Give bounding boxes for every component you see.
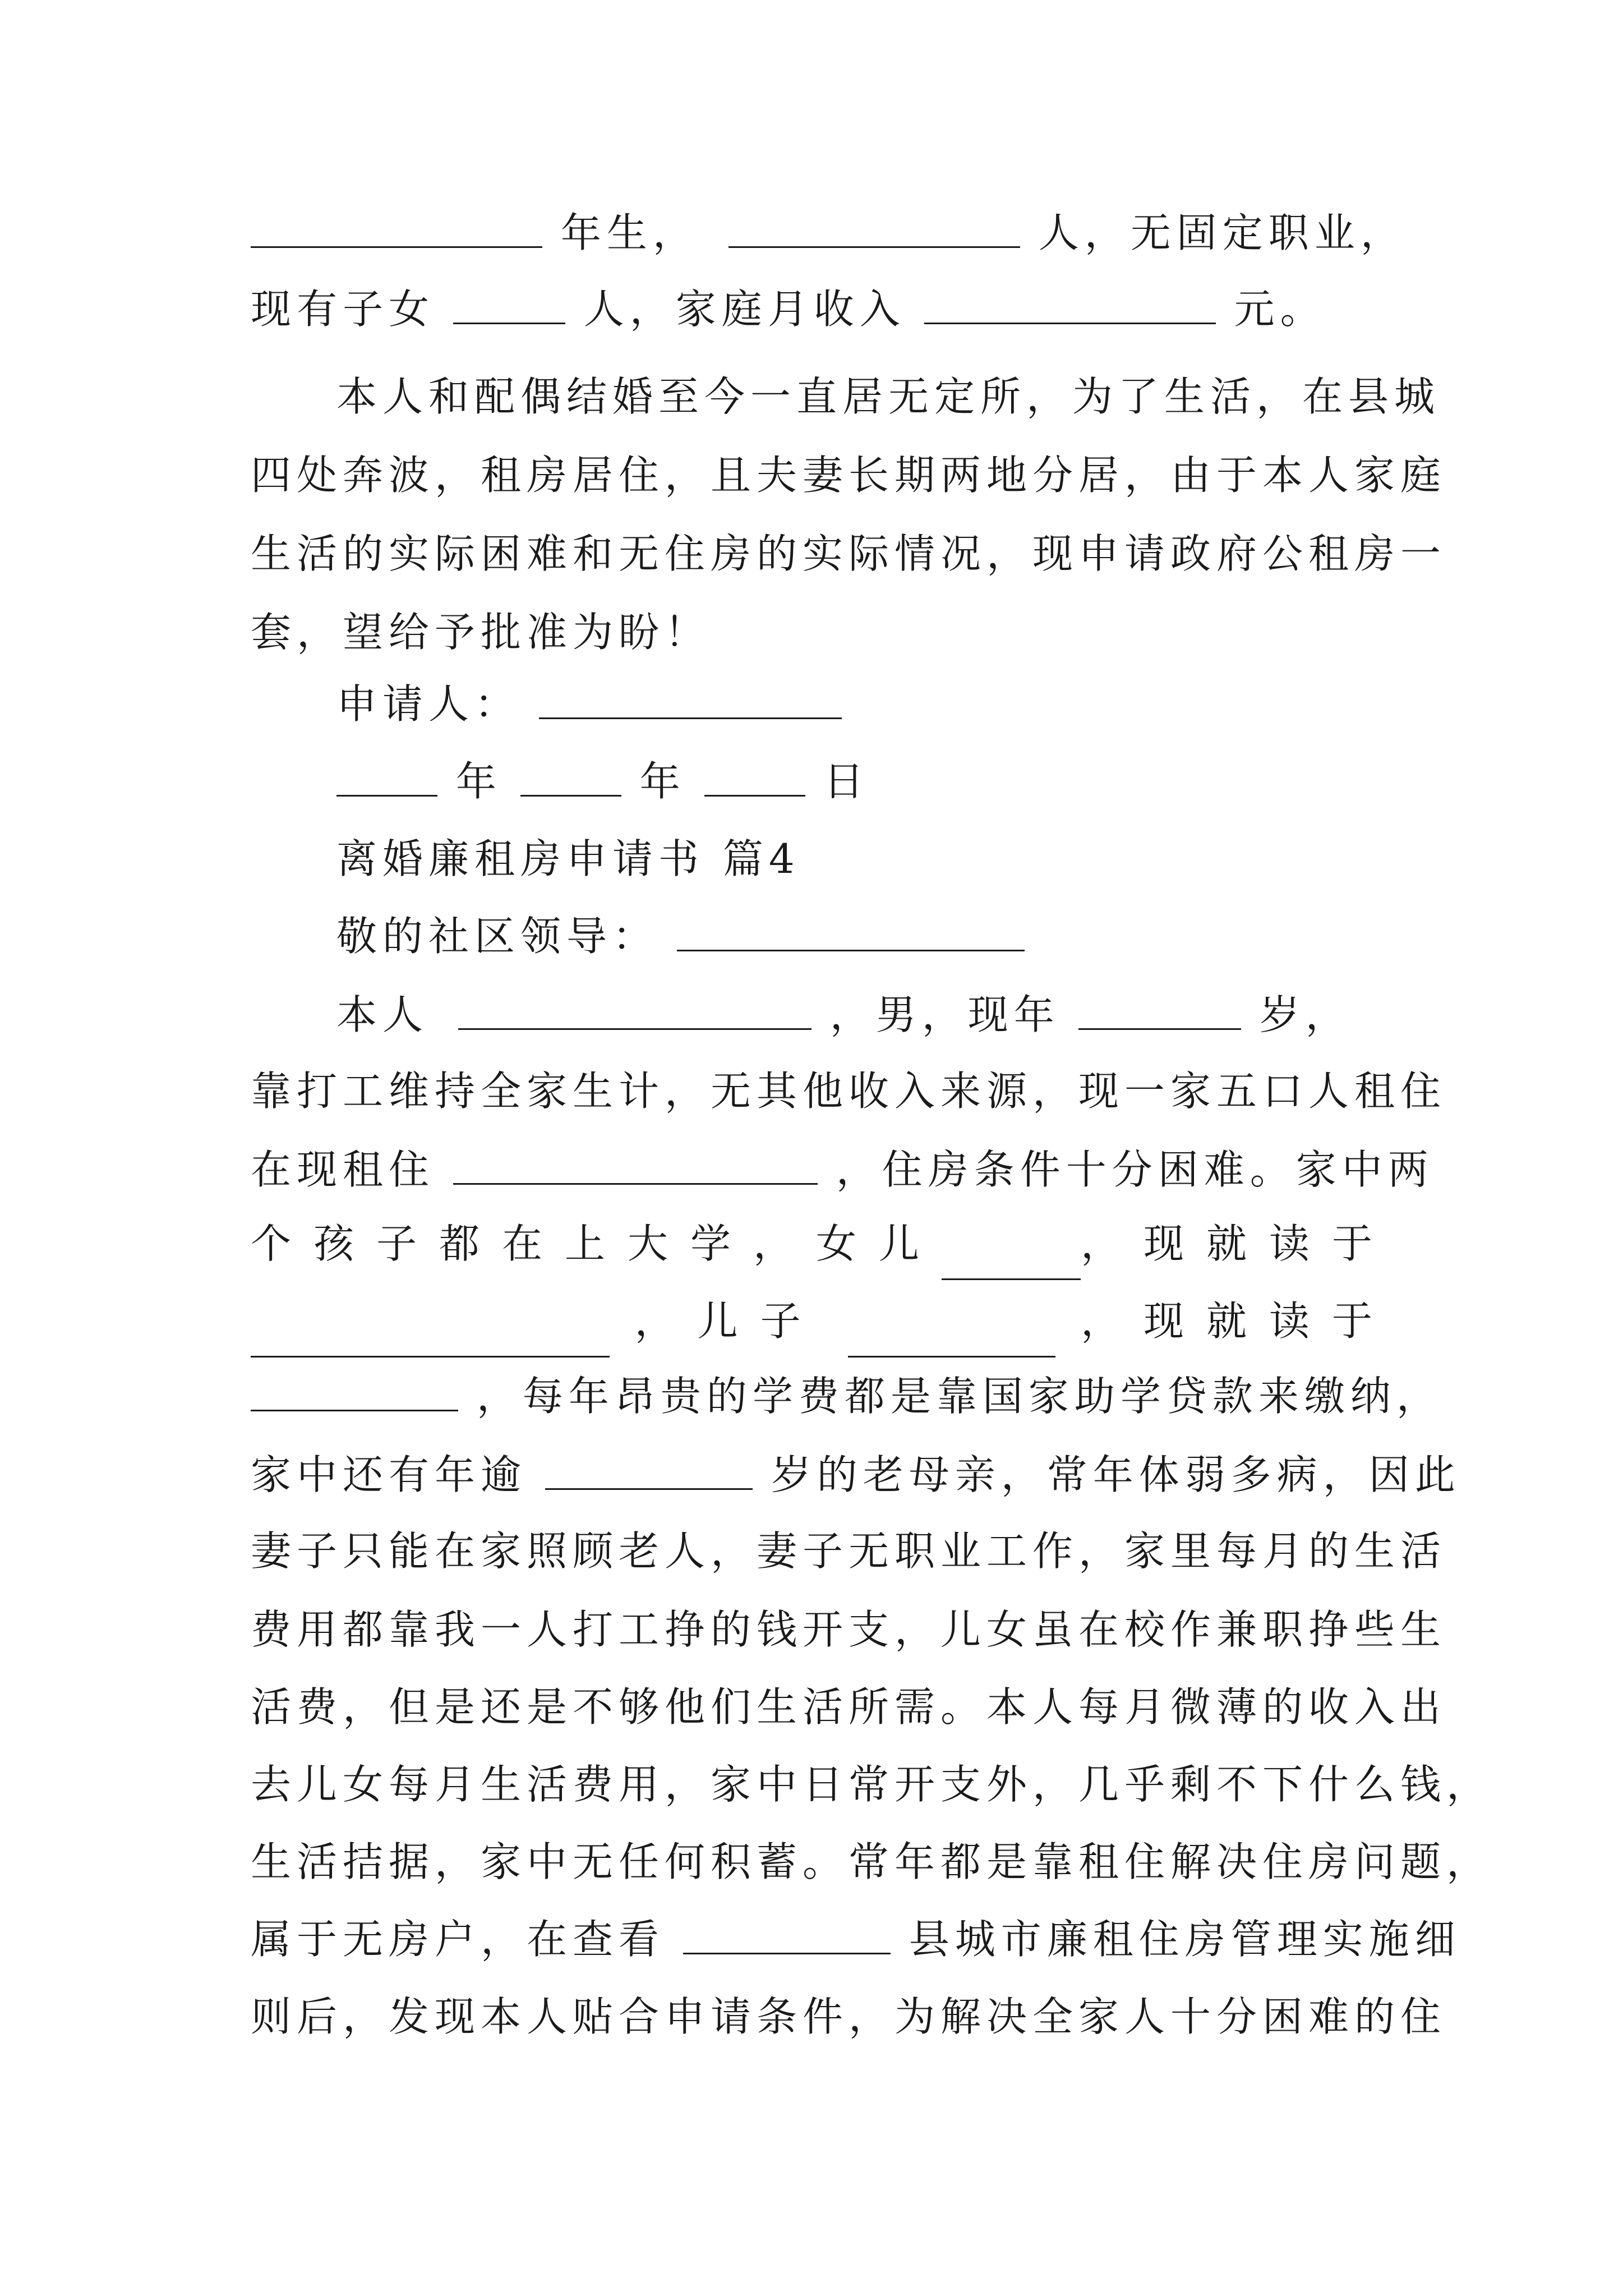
text-line: 靠打工维持全家生计，无其他收入来源，现一家五口人租住 [251,1068,1447,1115]
fill-blank [677,909,1025,951]
fill-blank [458,988,811,1030]
text-segment: 在现租住 [251,1146,435,1193]
text-line: 生活的实际困难和无住房的实际情况，现申请政府公租房一 [251,530,1447,577]
fill-blank [453,282,565,324]
text-segment: ，儿子 [634,1297,823,1345]
text-line [251,1438,1461,1511]
text-line: 本人和配偶结婚至今一直居无定所，为了生活，在县城 [336,373,1441,420]
text-segment: ，现就读于 [1080,1220,1395,1267]
text-segment: ，住房条件十分困难。家中两 [836,1146,1434,1193]
text-segment: 年生， [560,209,699,256]
text-line: 妻子只能在家照顾老人，妻子无职业工作，家里每月的生活 [251,1527,1447,1575]
text-line [251,1360,1442,1433]
text-segment: 年 [455,758,502,805]
text-line [251,1207,1395,1280]
text-segment: 岁的老母亲，常年体弱多病，因此 [771,1451,1461,1498]
text-line: 套，望给予批准为盼！ [251,609,711,656]
fill-blank [683,1912,891,1954]
fill-blank [336,754,437,797]
text-line [336,978,1395,1051]
fill-blank [539,677,842,719]
text-segment: 个孩子都在上大学，女儿 [251,1220,942,1267]
text-segment: 本人 [336,991,429,1038]
fill-blank [251,1315,610,1358]
text-line [251,1903,1461,1976]
text-segment: 年 [639,758,686,805]
text-segment: 县城市廉租住房管理实施细 [909,1916,1461,1963]
text-segment: ，现就读于 [1080,1297,1395,1345]
fill-blank [1078,988,1241,1030]
applicant-line [336,668,1395,740]
fill-blank [848,1315,1055,1358]
text-segment: 日 [823,758,870,805]
fill-blank [728,206,1020,248]
text-segment: 属于无房户，在查看 [251,1916,665,1963]
salutation-line [336,900,1395,973]
text-segment: 敬的社区领导： [336,913,659,960]
text-segment: 人，无固定职业， [1038,209,1407,256]
text-segment: 岁， [1259,991,1352,1038]
text-line [251,196,1407,269]
fill-blank [520,754,621,797]
text-line: 生活拮据，家中无任何积蓄。常年都是靠租住解决住房问题， [251,1838,1493,1885]
fill-blank [251,1369,458,1411]
text-line [251,1285,1395,1358]
text-segment: ，每年昂贵的学费都是靠国家助学贷款来缴纳， [476,1373,1442,1420]
fill-blank [545,1448,753,1490]
text-line: 四处奔波，租房居住，且夫妻长期两地分居，由于本人家庭 [251,452,1447,499]
text-line: 费用都靠我一人打工挣的钱开支，儿女虽在校作兼职挣些生 [251,1606,1447,1653]
text-segment: 人，家庭月收入 [583,286,906,333]
fill-blank [704,754,805,797]
fill-blank [251,206,542,248]
text-segment: 现有子女 [251,286,435,333]
text-segment: ，男，现年 [829,991,1060,1038]
text-segment: 申请人： [336,680,521,728]
date-line [336,745,1395,818]
fill-blank [942,1238,1081,1280]
text-line [251,1133,1434,1206]
text-line [251,273,1395,346]
text-line: 去儿女每月生活费用，家中日常开支外，几乎剩不下什么钱， [251,1761,1493,1808]
fill-blank [453,1143,818,1185]
text-segment: 元。 [1234,286,1326,333]
text-line: 活费，但是还是不够他们生活所需。本人每月微薄的收入出 [251,1683,1447,1731]
fill-blank [924,282,1216,324]
text-line: 则后，发现本人贴合申请条件，为解决全家人十分困难的住 [251,1993,1447,2040]
text-segment: 家中还有年逾 [251,1451,527,1498]
section-heading: 离婚廉租房申请书 篇4 [336,835,800,882]
